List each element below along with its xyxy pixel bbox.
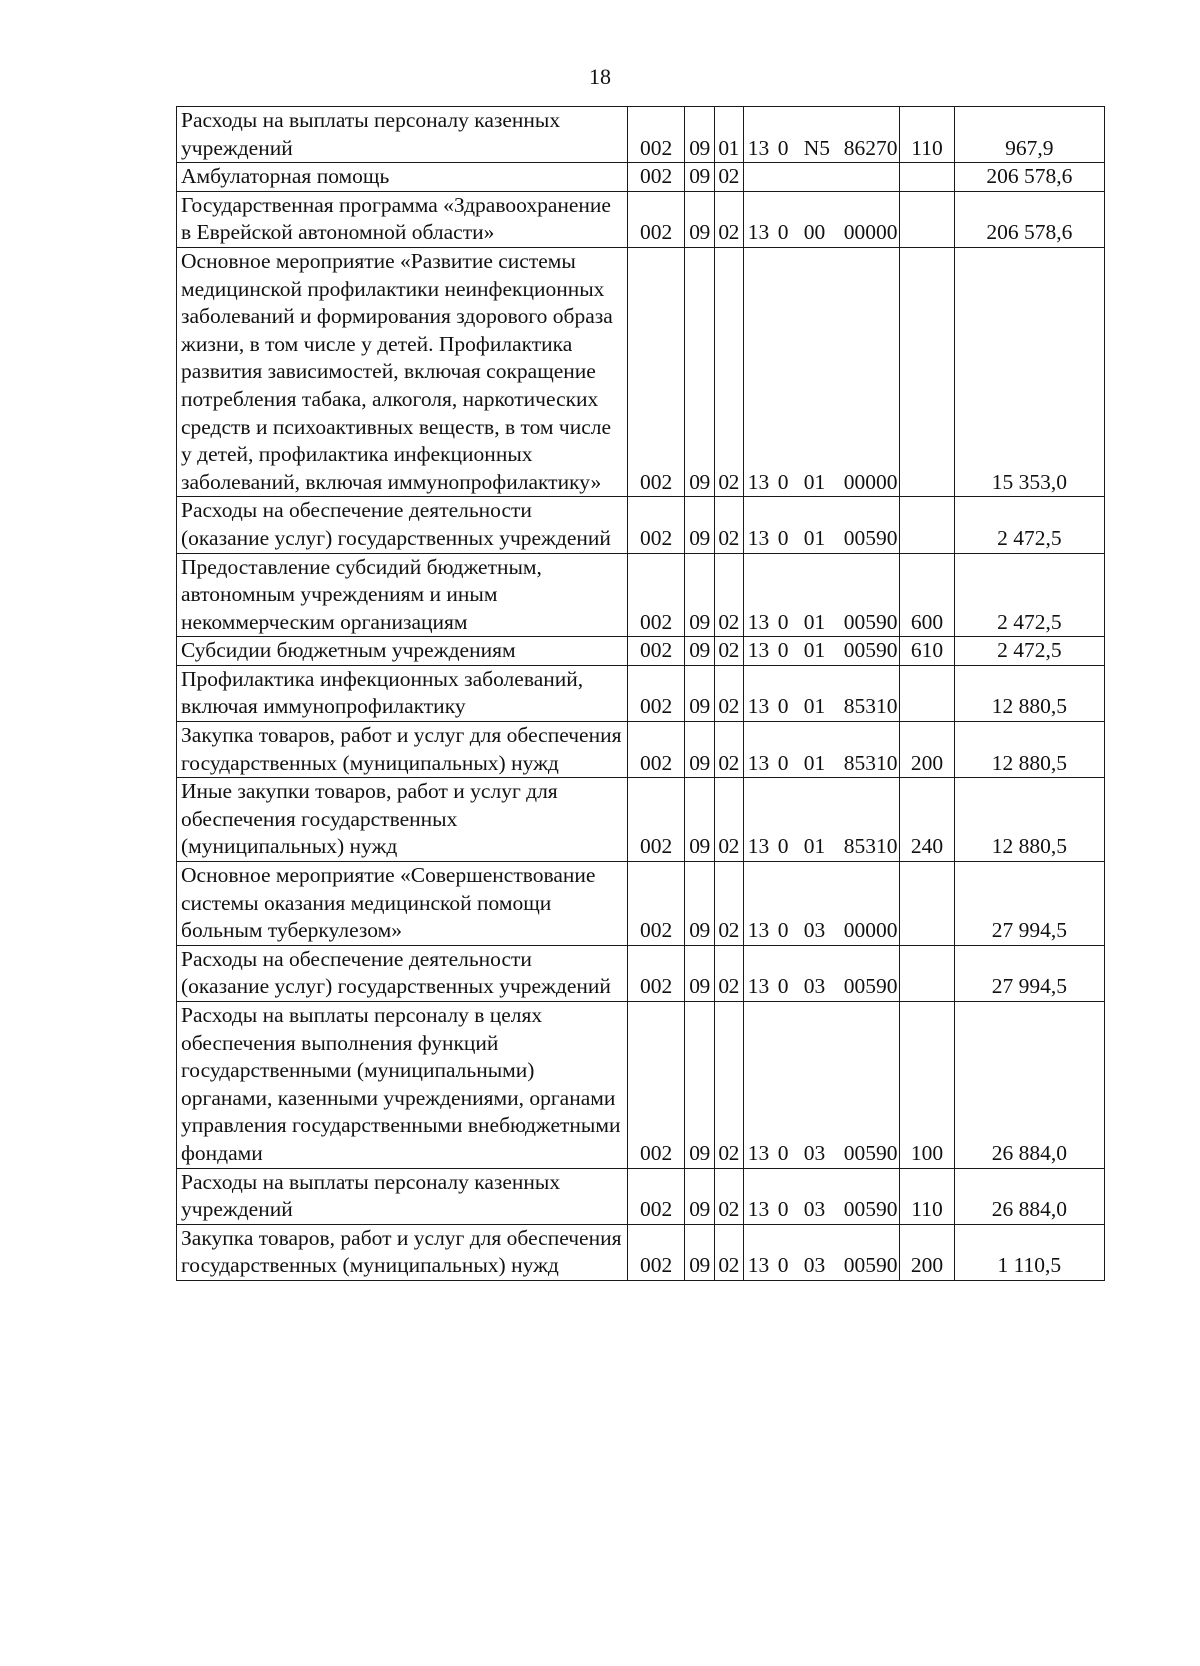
expense-type-cell: 200	[900, 722, 954, 778]
target-direction-code: 85310	[843, 694, 898, 719]
amount-cell: 1 110,5	[954, 1224, 1104, 1280]
target-program-code: 13	[747, 135, 770, 160]
table-row	[177, 1168, 1105, 1224]
target-article-cell	[743, 1168, 900, 1224]
amount-cell: 12 880,5	[954, 778, 1104, 862]
expense-name-cell: Профилактика инфекционных заболеваний, включая иммунопрофилактику	[177, 665, 628, 721]
subsection-code-cell: 02	[714, 553, 743, 637]
target-article-cell	[743, 1002, 900, 1169]
subsection-code-cell: 02	[714, 665, 743, 721]
section-code-cell: 09	[685, 945, 714, 1001]
expense-name-cell: Иные закупки товаров, работ и услуг для обеспечения государственных (муниципальных) нужд	[177, 778, 628, 862]
target-subprogram-code: 0	[777, 220, 789, 245]
target-article-cell	[743, 637, 900, 666]
expense-name-cell: Расходы на выплаты персоналу казенных учреждений	[177, 1168, 628, 1224]
subsection-code-cell: 02	[714, 163, 743, 192]
expense-type-cell	[900, 945, 954, 1001]
expense-type-cell	[900, 497, 954, 553]
target-direction-code: 85310	[843, 750, 898, 775]
target-event-code: N5	[803, 135, 831, 160]
target-program-code: 13	[747, 525, 770, 550]
target-direction-code: 00590	[843, 1253, 898, 1278]
target-article-cell	[743, 163, 900, 192]
subsection-code-cell: 02	[714, 637, 743, 666]
target-program-code: 13	[747, 609, 770, 634]
target-program-code: 13	[747, 638, 770, 663]
page-number: 18	[589, 64, 611, 89]
target-subprogram-code: 0	[777, 1197, 789, 1222]
section-code-cell: 09	[685, 107, 714, 163]
target-direction-code: 00000	[843, 918, 898, 943]
target-subprogram-code: 0	[777, 1253, 789, 1278]
subsection-code-cell: 02	[714, 247, 743, 496]
target-direction-code: 00590	[843, 1197, 898, 1222]
target-direction-code: 86270	[843, 135, 898, 160]
target-event-code: 01	[803, 638, 826, 663]
target-program-code: 13	[747, 750, 770, 775]
expense-name-cell: Расходы на обеспечение деятельности (оказание услуг) государственных учреждений	[177, 497, 628, 553]
expense-name-cell: Расходы на выплаты персоналу в целях обеспечения выполнения функций государственными (муниципальными) органами, казенными учреждениями, органами управления государственными внебюджетными фондами	[177, 1002, 628, 1169]
table-row	[177, 862, 1105, 946]
target-subprogram-code: 0	[777, 750, 789, 775]
target-event-code: 03	[803, 1197, 826, 1222]
ministry-code-cell: 002	[627, 665, 684, 721]
section-code-cell: 09	[685, 637, 714, 666]
table-row	[177, 497, 1105, 553]
table-row	[177, 247, 1105, 496]
target-program-code: 13	[747, 1253, 770, 1278]
table-row	[177, 722, 1105, 778]
target-direction-code: 00590	[843, 609, 898, 634]
subsection-code-cell: 02	[714, 862, 743, 946]
table-body	[177, 107, 1105, 1281]
section-code-cell: 09	[685, 862, 714, 946]
target-article-cell	[743, 497, 900, 553]
section-code-cell: 09	[685, 1168, 714, 1224]
target-event-code: 03	[803, 1140, 826, 1165]
target-article-cell	[743, 191, 900, 247]
expense-name-cell: Закупка товаров, работ и услуг для обеспечения государственных (муниципальных) нужд	[177, 722, 628, 778]
ministry-code-cell: 002	[627, 553, 684, 637]
target-event-code: 03	[803, 1253, 826, 1278]
target-article-cell	[743, 945, 900, 1001]
amount-cell: 967,9	[954, 107, 1104, 163]
target-direction-code: 00590	[843, 638, 898, 663]
target-article-cell	[743, 107, 900, 163]
ministry-code-cell: 002	[627, 1168, 684, 1224]
target-direction-code: 85310	[843, 834, 898, 859]
target-subprogram-code: 0	[777, 135, 789, 160]
target-program-code: 13	[747, 694, 770, 719]
target-direction-code: 00000	[843, 469, 898, 494]
ministry-code-cell: 002	[627, 637, 684, 666]
amount-cell: 27 994,5	[954, 862, 1104, 946]
section-code-cell: 09	[685, 497, 714, 553]
section-code-cell: 09	[685, 665, 714, 721]
target-subprogram-code: 0	[777, 609, 789, 634]
target-article-cell	[743, 862, 900, 946]
table-row	[177, 1002, 1105, 1169]
subsection-code-cell: 02	[714, 497, 743, 553]
target-article-cell	[743, 1224, 900, 1280]
subsection-code-cell: 02	[714, 722, 743, 778]
target-subprogram-code: 0	[777, 974, 789, 999]
target-article-cell	[743, 722, 900, 778]
amount-cell: 15 353,0	[954, 247, 1104, 496]
expense-type-cell	[900, 191, 954, 247]
ministry-code-cell: 002	[627, 191, 684, 247]
target-subprogram-code: 0	[777, 918, 789, 943]
target-event-code: 01	[803, 694, 826, 719]
target-event-code: 03	[803, 918, 826, 943]
section-code-cell: 09	[685, 722, 714, 778]
table-row	[177, 665, 1105, 721]
table-row	[177, 107, 1105, 163]
section-code-cell: 09	[685, 163, 714, 192]
expense-name-cell: Субсидии бюджетным учреждениям	[177, 637, 628, 666]
section-code-cell: 09	[685, 1002, 714, 1169]
amount-cell: 27 994,5	[954, 945, 1104, 1001]
subsection-code-cell: 02	[714, 191, 743, 247]
target-direction-code: 00590	[843, 1140, 898, 1165]
target-event-code: 01	[803, 750, 826, 775]
table-row	[177, 778, 1105, 862]
ministry-code-cell: 002	[627, 107, 684, 163]
target-direction-code: 00590	[843, 974, 898, 999]
amount-cell: 2 472,5	[954, 553, 1104, 637]
budget-table	[176, 106, 1105, 1281]
subsection-code-cell: 02	[714, 1168, 743, 1224]
subsection-code-cell: 02	[714, 778, 743, 862]
amount-cell: 26 884,0	[954, 1168, 1104, 1224]
expense-name-cell: Основное мероприятие «Совершенствование системы оказания медицинской помощи больным туберкулезом»	[177, 862, 628, 946]
ministry-code-cell: 002	[627, 778, 684, 862]
ministry-code-cell: 002	[627, 1224, 684, 1280]
ministry-code-cell: 002	[627, 862, 684, 946]
target-event-code: 01	[803, 609, 826, 634]
ministry-code-cell: 002	[627, 163, 684, 192]
target-subprogram-code: 0	[777, 694, 789, 719]
expense-type-cell	[900, 247, 954, 496]
table-row	[177, 1224, 1105, 1280]
expense-type-cell	[900, 862, 954, 946]
section-code-cell: 09	[685, 191, 714, 247]
expense-name-cell: Закупка товаров, работ и услуг для обеспечения государственных (муниципальных) нужд	[177, 1224, 628, 1280]
expense-type-cell	[900, 163, 954, 192]
target-program-code: 13	[747, 1197, 770, 1222]
expense-name-cell: Государственная программа «Здравоохранение в Еврейской автономной области»	[177, 191, 628, 247]
target-program-code: 13	[747, 220, 770, 245]
target-direction-code: 00000	[843, 220, 898, 245]
ministry-code-cell: 002	[627, 945, 684, 1001]
expense-name-cell: Основное мероприятие «Развитие системы медицинской профилактики неинфекционных заболеваний и формирования здорового образа жизни, в том числе у детей. Профилактика развития зависимостей, включая сокращение потребления табака, алкоголя, наркотических средств и психоактивных веществ, в том числе у детей, профилактика инфекционных заболеваний, включая иммунопрофилактику»	[177, 247, 628, 496]
amount-cell: 2 472,5	[954, 497, 1104, 553]
target-program-code: 13	[747, 1140, 770, 1165]
expense-type-cell: 610	[900, 637, 954, 666]
target-event-code: 00	[803, 220, 826, 245]
subsection-code-cell: 02	[714, 1002, 743, 1169]
expense-type-cell: 100	[900, 1002, 954, 1169]
subsection-code-cell: 02	[714, 1224, 743, 1280]
section-code-cell: 09	[685, 778, 714, 862]
expense-type-cell: 200	[900, 1224, 954, 1280]
table-row	[177, 945, 1105, 1001]
amount-cell: 206 578,6	[954, 191, 1104, 247]
subsection-code-cell: 02	[714, 945, 743, 1001]
ministry-code-cell: 002	[627, 1002, 684, 1169]
target-event-code: 01	[803, 469, 826, 494]
subsection-code-cell: 01	[714, 107, 743, 163]
table-row	[177, 637, 1105, 666]
section-code-cell: 09	[685, 553, 714, 637]
expense-type-cell: 110	[900, 107, 954, 163]
target-event-code: 01	[803, 834, 826, 859]
table-row	[177, 163, 1105, 192]
target-subprogram-code: 0	[777, 525, 789, 550]
ministry-code-cell: 002	[627, 722, 684, 778]
expense-type-cell: 600	[900, 553, 954, 637]
target-article-cell	[743, 553, 900, 637]
expense-name-cell: Предоставление субсидий бюджетным, автономным учреждениям и иным некоммерческим организациям	[177, 553, 628, 637]
target-program-code: 13	[747, 918, 770, 943]
expense-name-cell: Амбулаторная помощь	[177, 163, 628, 192]
target-direction-code: 00590	[843, 525, 898, 550]
amount-cell: 26 884,0	[954, 1002, 1104, 1169]
target-article-cell	[743, 665, 900, 721]
ministry-code-cell: 002	[627, 497, 684, 553]
target-program-code: 13	[747, 469, 770, 494]
expense-name-cell: Расходы на обеспечение деятельности (оказание услуг) государственных учреждений	[177, 945, 628, 1001]
amount-cell: 12 880,5	[954, 722, 1104, 778]
target-subprogram-code: 0	[777, 1140, 789, 1165]
target-subprogram-code: 0	[777, 638, 789, 663]
target-program-code: 13	[747, 834, 770, 859]
amount-cell: 2 472,5	[954, 637, 1104, 666]
table-row	[177, 191, 1105, 247]
table-row	[177, 553, 1105, 637]
expense-type-cell	[900, 665, 954, 721]
target-article-cell	[743, 778, 900, 862]
section-code-cell: 09	[685, 1224, 714, 1280]
ministry-code-cell: 002	[627, 247, 684, 496]
target-event-code: 03	[803, 974, 826, 999]
expense-name-cell: Расходы на выплаты персоналу казенных учреждений	[177, 107, 628, 163]
target-subprogram-code: 0	[777, 469, 789, 494]
target-program-code: 13	[747, 974, 770, 999]
target-subprogram-code: 0	[777, 834, 789, 859]
expense-type-cell: 110	[900, 1168, 954, 1224]
expense-type-cell: 240	[900, 778, 954, 862]
amount-cell: 12 880,5	[954, 665, 1104, 721]
target-article-cell	[743, 247, 900, 496]
amount-cell: 206 578,6	[954, 163, 1104, 192]
section-code-cell: 09	[685, 247, 714, 496]
target-event-code: 01	[803, 525, 826, 550]
